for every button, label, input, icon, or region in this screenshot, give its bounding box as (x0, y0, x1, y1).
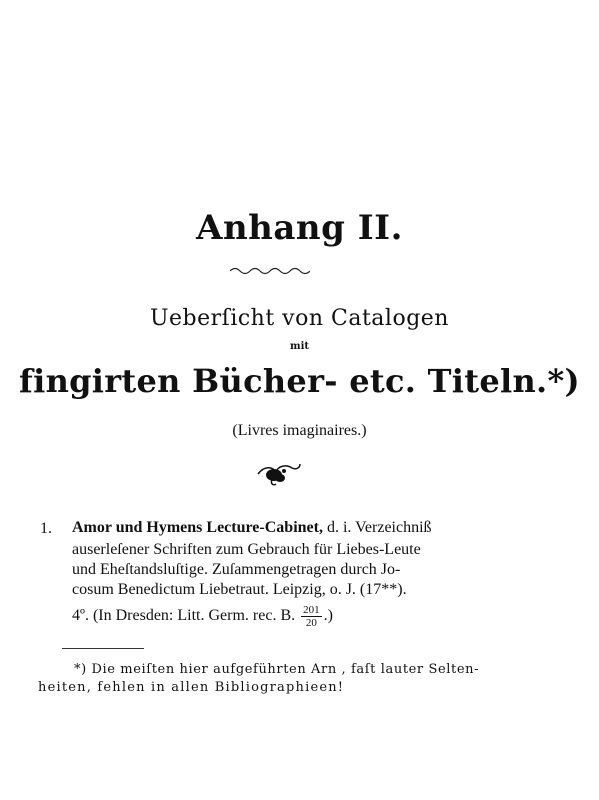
entry-line-1 (72, 518, 432, 538)
fraction-numerator: 201 (303, 604, 320, 616)
appendix-title: Anhang II. (196, 208, 403, 248)
entry-line-2: auserleſener Schriften zum Gebrauch für Liebes-Leute (72, 541, 421, 558)
footnote-line-2: heiten, fehlen in allen Bibliographieen! (38, 680, 345, 695)
entry-line-5 (72, 604, 333, 629)
connector-word: mit (290, 341, 309, 352)
entry-line-5-end: .) (323, 607, 333, 625)
shelfmark-fraction (301, 604, 322, 629)
fraction-denominator: 20 (305, 617, 317, 629)
entry-number: 1. (40, 520, 52, 537)
entry-line-1-rest: d. i. Verzeichniß (326, 519, 432, 536)
entry-line-4: cosum Benedictum Liebetraut. Leipzig, o. J. (17**). (72, 581, 407, 598)
fleuron-ornament-icon (254, 460, 302, 488)
subtitle: Ueberſicht von Catalogen (150, 306, 449, 331)
entry-line-5-text: 4º. (In Dresden: Litt. Germ. rec. B. (72, 607, 296, 625)
french-subtitle: (Livres imaginaires.) (232, 422, 367, 439)
entry-line-3: und Eheſtandsluſtige. Zuſammengetragen durch Jo- (72, 561, 401, 578)
main-heading: fingirten Bücher- etc. Titeln.*) (19, 362, 580, 400)
entry-title: Amor und Hymens Lecture-Cabinet, (72, 519, 323, 536)
footnote-line-1: *) Die meiſten hier aufgeführten Arn , faſt lauter Selten- (74, 662, 480, 677)
wavy-divider (230, 266, 310, 276)
footnote-rule (62, 648, 144, 649)
